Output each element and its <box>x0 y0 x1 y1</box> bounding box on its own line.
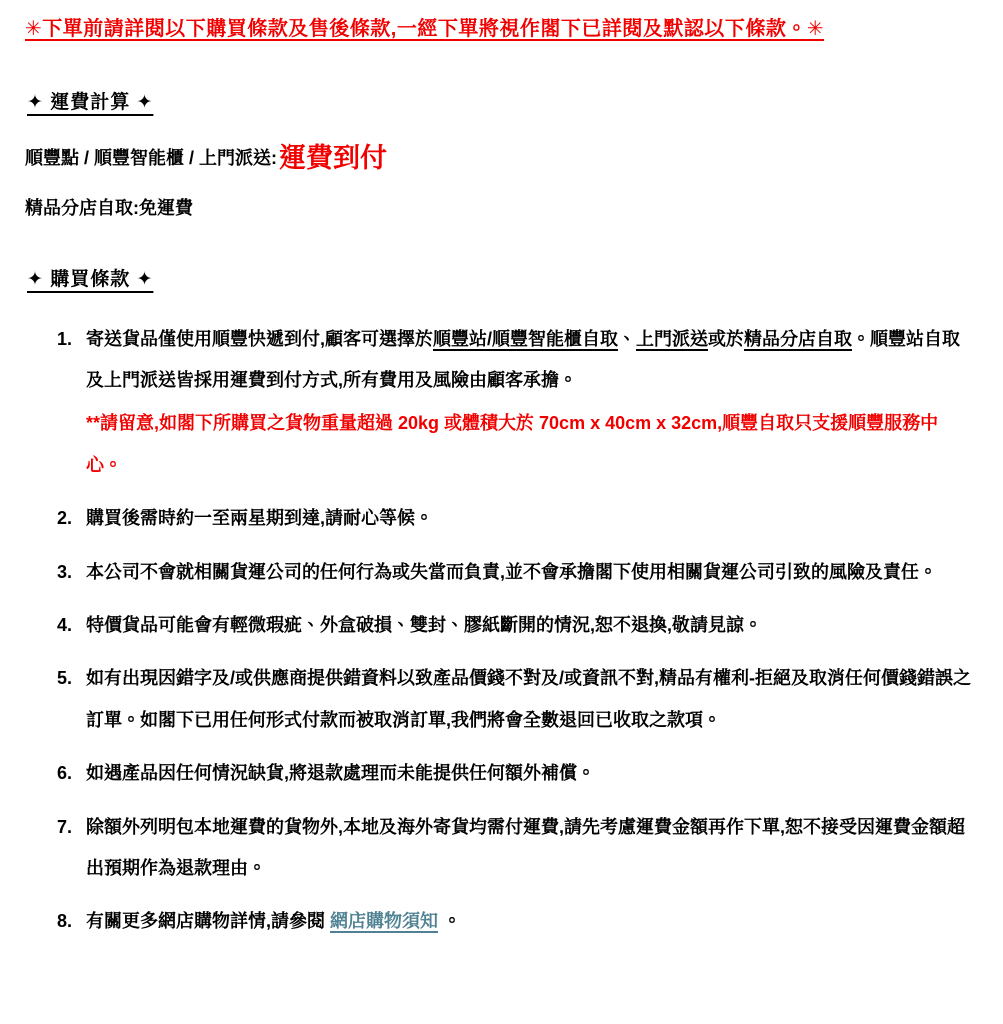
text-segment: 本公司不會就相關貨運公司的任何行為或失當而負責,並不會承擔閣下使用相關貨運公司引致的風險及責任。 <box>86 561 937 582</box>
store-shopping-guide-link[interactable]: 網店購物須知 <box>330 911 439 932</box>
term-number: 8. <box>57 911 73 932</box>
text-segment: 順豐站/順豐智能櫃自取 <box>433 328 618 349</box>
term-text <box>86 901 973 942</box>
term-number: 3. <box>57 561 73 582</box>
text-segment: 如有出現因錯字及/或供應商提供錯資料以致產品價錢不對及/或資訊不對,精品有權利-拒絕及取消任何價錢錯誤之訂單。如閣下已用任何形式付款而被取消訂單,我們將會全數退回已收取之款項。 <box>86 668 971 730</box>
term-item-6 <box>57 753 973 794</box>
store-pickup-line: 精品分店自取:免運費 <box>25 197 193 218</box>
term-number: 7. <box>57 816 73 837</box>
term-body <box>86 605 973 646</box>
term-number: 1. <box>57 328 73 349</box>
term-text <box>86 753 973 794</box>
text-segment: 有關更多網店購物詳情,請參閱 <box>86 911 331 932</box>
term-text <box>86 319 973 402</box>
term-item-2 <box>57 498 973 539</box>
text-segment: 、 <box>618 328 636 349</box>
term-number: 4. <box>57 615 73 636</box>
term-item-4 <box>57 605 973 646</box>
term-text <box>86 807 973 890</box>
term-number: 5. <box>57 668 73 689</box>
term-body <box>86 901 973 942</box>
term-item-3 <box>57 552 973 593</box>
term-body <box>86 552 973 593</box>
term-item-8 <box>57 901 973 942</box>
text-segment: 。順豐站自取及上門派送皆採用運費到付方式,所有費用及風險由顧客承擔。 <box>86 328 960 391</box>
freight-collect-value: 運費到付 <box>279 143 387 173</box>
top-notice: ✳︎下單前請詳閱以下購買條款及售後條款,一經下單將視作閣下已詳閱及默認以下條款。✳︎ <box>25 18 825 40</box>
terms-list <box>25 319 973 943</box>
term-item-7 <box>57 807 973 890</box>
term-body <box>86 753 973 794</box>
term-text <box>86 498 973 539</box>
term-body <box>86 319 973 487</box>
shipping-methods-line <box>25 144 973 174</box>
term-body <box>86 498 973 539</box>
text-segment: 精品分店自取 <box>744 328 852 349</box>
shipping-methods-label: 順豐點 / 順豐智能櫃 / 上門派送: <box>25 148 277 169</box>
term-item-1 <box>57 319 973 487</box>
text-segment: **請留意,如閣下所購買之貨物重量超過 20kg 或體積大於 70cm x 40cm x 32cm,順豐自取只支援順豐服務中心。 <box>86 413 939 475</box>
text-segment: 除額外列明包本地運費的貨物外,本地及海外寄貨均需付運費,請先考慮運費金額再作下單,恕不接受因運費金額超出預期作為退款理由。 <box>86 816 965 878</box>
text-segment: 如遇產品因任何情況缺貨,將退款處理而未能提供任何額外補償。 <box>86 763 595 784</box>
term-number: 6. <box>57 763 73 784</box>
term-text <box>86 605 973 646</box>
term-body <box>86 807 973 890</box>
term-body <box>86 658 973 741</box>
purchase-terms-heading: ✦ 購買條款 ✦ <box>27 268 154 290</box>
text-segment: 。 <box>438 911 462 932</box>
text-segment: 或於 <box>708 328 744 349</box>
term-note-red <box>86 403 973 486</box>
shipping-calculation-heading: ✦ 運費計算 ✦ <box>27 92 154 113</box>
text-segment: 購買後需時約一至兩星期到達,請耐心等候。 <box>86 508 433 529</box>
text-segment: 寄送貨品僅使用順豐快遞到付,顧客可選擇於 <box>86 328 433 349</box>
term-text <box>86 658 973 741</box>
text-segment: 上門派送 <box>636 328 708 349</box>
text-segment: 特價貨品可能會有輕微瑕疵、外盒破損、雙封、膠紙斷開的情況,恕不退換,敬請見諒。 <box>86 615 762 636</box>
term-number: 2. <box>57 508 73 529</box>
term-text <box>86 552 973 593</box>
term-item-5 <box>57 658 973 741</box>
